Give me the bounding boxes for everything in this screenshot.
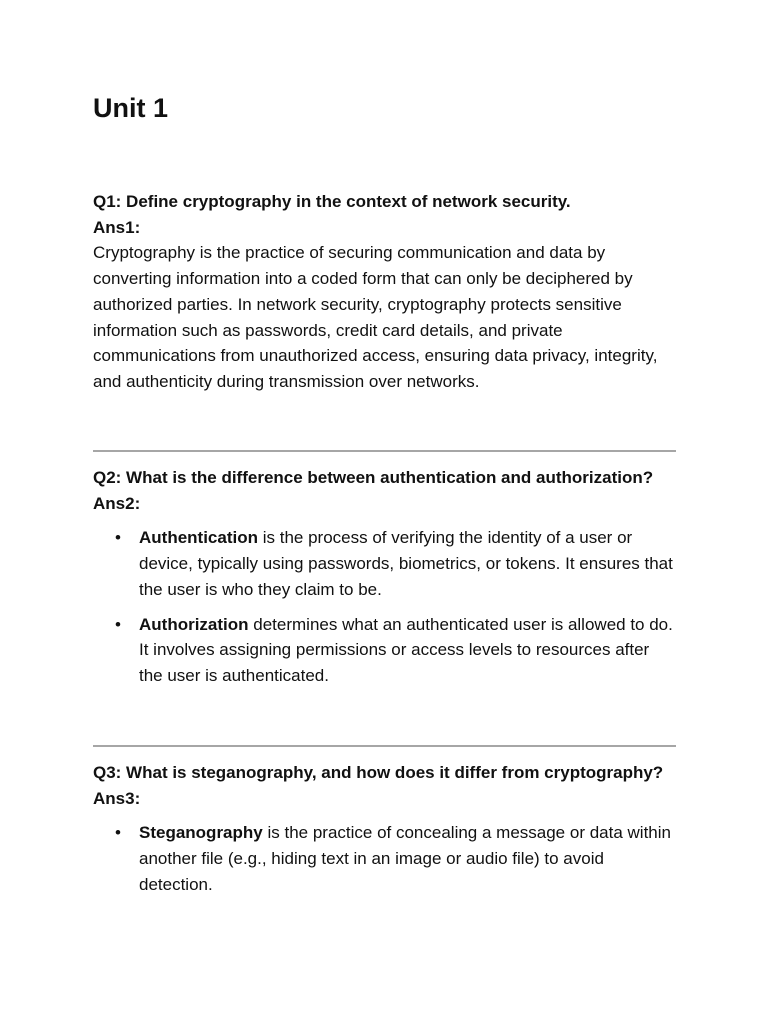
- bullet-icon: •: [115, 528, 121, 548]
- q1-answer-label: Ans1:: [93, 217, 141, 237]
- bullet-icon: •: [115, 614, 121, 634]
- divider-1: [93, 450, 676, 452]
- q2-question: Q2: What is the difference between authentication and authorization?: [93, 468, 654, 487]
- bullet-text: is the process of verifying the identity of a user or device, typically using passwords, biometrics, or tokens. It ensures that the user is who they claim to be.: [139, 528, 673, 599]
- q1-answer-text: Cryptography is the practice of securing communication and data by converting information into a coded form that can only be deciphered by authorized parties. In network security, cryptography protects sensitive information such as passwords, credit card details, and private communications from unauthorized access, ensuring data privacy, integrity, and authenticity during transmission over networks.: [93, 243, 658, 391]
- bullet-term: Authentication: [139, 528, 258, 548]
- q3-bullet-list: [93, 820, 676, 897]
- bullet-text: is the practice of concealing a message or data within another file (e.g., hiding text in an image or audio file) to avoid detection.: [139, 823, 671, 894]
- bullet-term: Steganography: [139, 823, 263, 843]
- bullet-icon: •: [115, 823, 121, 843]
- list-item: [93, 820, 676, 897]
- bullet-text: determines what an authenticated user is allowed to do. It involves assigning permissions or access levels to resources after the user is authenticated.: [139, 614, 673, 685]
- list-item: [93, 525, 676, 602]
- unit-title: Unit 1: [93, 93, 169, 123]
- q3-question: Q3: What is steganography, and how does it differ from cryptography?: [93, 763, 664, 782]
- q1-section: [93, 189, 676, 395]
- q3-answer-label: Ans3:: [93, 788, 141, 808]
- q2-bullet-list: [93, 525, 676, 688]
- divider-2: [93, 745, 676, 747]
- bullet-term: Authorization: [139, 614, 249, 634]
- q3-section: [93, 760, 676, 898]
- q2-answer-label: Ans2:: [93, 493, 141, 513]
- q1-question: Q1: Define cryptography in the context of network security.: [93, 192, 571, 211]
- list-item: [93, 612, 676, 689]
- q2-section: [93, 465, 676, 689]
